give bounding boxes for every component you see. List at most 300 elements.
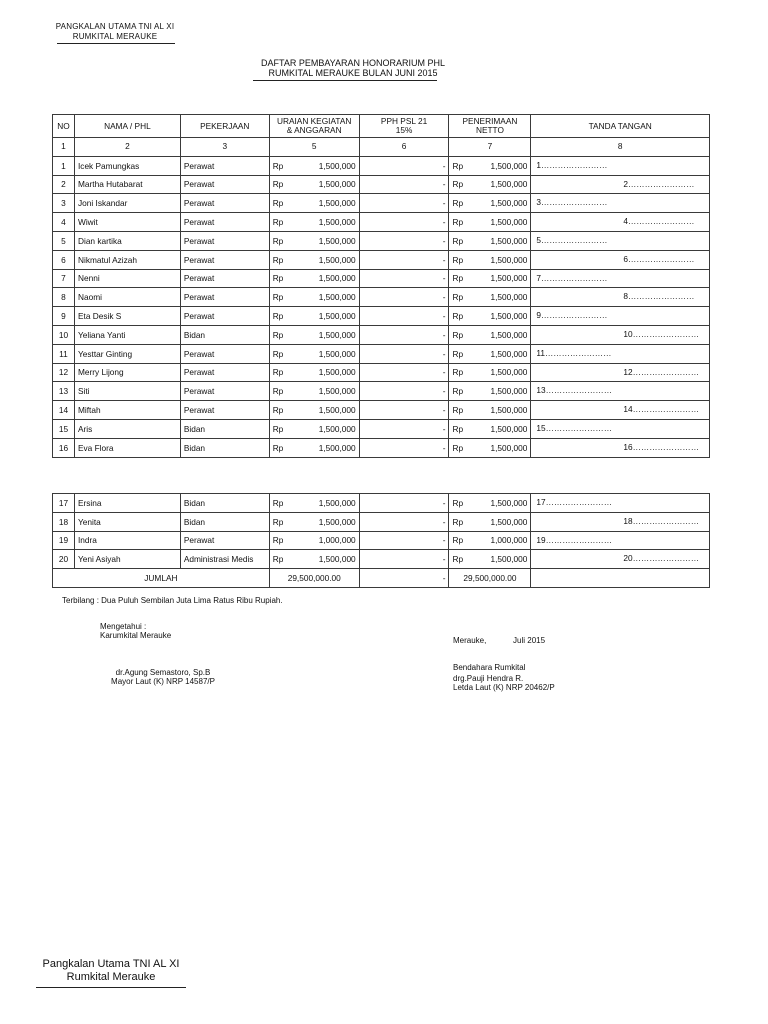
table-row — [53, 213, 710, 232]
row-pph: - — [359, 175, 449, 194]
row-nama: Yeni Asiyah — [74, 550, 180, 569]
row-nama: Wiwit — [74, 213, 180, 232]
row-signature-cell — [531, 344, 710, 363]
row-uraian — [269, 344, 359, 363]
row-netto — [449, 382, 531, 401]
signature-line: 11…………………… — [536, 347, 612, 358]
total-pph: - — [359, 569, 449, 588]
row-uraian — [269, 401, 359, 420]
row-uraian — [269, 288, 359, 307]
row-netto — [449, 494, 531, 513]
row-pekerjaan: Perawat — [180, 382, 269, 401]
row-uraian — [269, 269, 359, 288]
row-signature-cell — [531, 438, 710, 457]
row-pph: - — [359, 156, 449, 175]
total-row — [53, 569, 710, 588]
total-label: JUMLAH — [53, 569, 270, 588]
row-uraian — [269, 531, 359, 550]
table-row — [53, 419, 710, 438]
currency-label: Rp — [452, 367, 464, 378]
table-row — [53, 363, 710, 382]
table-row — [53, 231, 710, 250]
row-netto — [449, 213, 531, 232]
row-uraian-value: 1,500,000 — [318, 348, 356, 359]
row-no: 10 — [53, 325, 75, 344]
table-row — [53, 288, 710, 307]
col-no-header: NO — [53, 115, 75, 138]
currency-label: Rp — [452, 311, 464, 322]
row-pekerjaan: Administrasi Medis — [180, 550, 269, 569]
row-uraian-value: 1,500,000 — [318, 292, 356, 303]
row-nama: Siti — [74, 382, 180, 401]
row-nama: Eta Desik S — [74, 307, 180, 326]
row-signature-cell — [531, 307, 710, 326]
row-uraian — [269, 325, 359, 344]
currency-label: Rp — [272, 516, 284, 527]
row-netto-value: 1,500,000 — [490, 217, 528, 228]
col-uraian-header — [269, 115, 359, 138]
row-pph: - — [359, 231, 449, 250]
left-signature-block — [100, 622, 171, 640]
row-signature-cell — [531, 419, 710, 438]
row-uraian-value: 1,500,000 — [318, 405, 356, 416]
bottom-stamp — [36, 958, 186, 984]
row-pekerjaan: Bidan — [180, 438, 269, 457]
row-signature-cell — [531, 550, 710, 569]
row-uraian-value: 1,500,000 — [318, 442, 356, 453]
row-pekerjaan: Perawat — [180, 250, 269, 269]
total-netto: 29,500,000.00 — [449, 569, 531, 588]
signature-line: 2…………………… — [623, 178, 695, 189]
row-uraian-value: 1,500,000 — [318, 235, 356, 246]
col-uraian-line2: & ANGGARAN — [286, 125, 342, 135]
row-uraian — [269, 213, 359, 232]
row-uraian-value: 1,000,000 — [318, 535, 356, 546]
currency-label: Rp — [272, 292, 284, 303]
row-uraian-value: 1,500,000 — [318, 160, 356, 171]
currency-label: Rp — [452, 348, 464, 359]
row-no: 18 — [53, 512, 75, 531]
total-uraian: 29,500,000.00 — [269, 569, 359, 588]
table-row — [53, 512, 710, 531]
row-netto — [449, 438, 531, 457]
row-no: 14 — [53, 401, 75, 420]
currency-label: Rp — [452, 554, 464, 565]
row-pph: - — [359, 494, 449, 513]
row-nama: Indra — [74, 531, 180, 550]
signature-line: 18…………………… — [623, 515, 700, 526]
currency-label: Rp — [452, 198, 464, 209]
row-pekerjaan: Perawat — [180, 156, 269, 175]
table-row — [53, 401, 710, 420]
currency-label: Rp — [452, 254, 464, 265]
row-pph: - — [359, 438, 449, 457]
row-netto-value: 1,500,000 — [490, 497, 528, 508]
row-no: 5 — [53, 231, 75, 250]
currency-label: Rp — [452, 329, 464, 340]
row-pph: - — [359, 213, 449, 232]
row-signature-cell — [531, 231, 710, 250]
currency-label: Rp — [452, 179, 464, 190]
col-index-1: 1 — [53, 138, 75, 157]
signature-line: 7…………………… — [536, 272, 608, 283]
signature-line: 15…………………… — [536, 422, 612, 433]
currency-label: Rp — [452, 386, 464, 397]
terbilang-text: Terbilang : Dua Puluh Sembilan Juta Lima Ratus Ribu Rupiah. — [62, 596, 283, 605]
row-uraian-value: 1,500,000 — [318, 311, 356, 322]
signature-line: 17…………………… — [536, 497, 613, 507]
row-pekerjaan: Perawat — [180, 401, 269, 420]
col-nama-header: NAMA / PHL — [74, 115, 180, 138]
signature-line: 5…………………… — [536, 234, 608, 245]
row-netto-value: 1,500,000 — [490, 273, 528, 284]
left-signatory-name: dr.Agung Semastoro, Sp.B — [115, 668, 211, 677]
col-index-5: 5 — [269, 138, 359, 157]
row-pph: - — [359, 382, 449, 401]
row-uraian-value: 1,500,000 — [318, 516, 356, 527]
row-uraian — [269, 363, 359, 382]
row-netto-value: 1,500,000 — [490, 423, 528, 434]
row-signature-cell — [531, 175, 710, 194]
row-uraian-value: 1,500,000 — [318, 254, 356, 265]
row-nama: Yenita — [74, 512, 180, 531]
signature-line: 9…………………… — [536, 310, 608, 321]
right-signature-block — [453, 618, 545, 681]
signature-line: 14…………………… — [623, 404, 699, 415]
row-netto — [449, 250, 531, 269]
currency-label: Rp — [272, 405, 284, 416]
signature-line: 6…………………… — [623, 253, 695, 264]
table-row — [53, 344, 710, 363]
title-line-2: RUMKITAL MERAUKE BULAN JUNI 2015 — [268, 68, 438, 78]
row-netto — [449, 363, 531, 382]
row-netto-value: 1,500,000 — [490, 292, 528, 303]
row-uraian — [269, 438, 359, 457]
row-nama: Icek Pamungkas — [74, 156, 180, 175]
row-netto-value: 1,500,000 — [490, 254, 528, 265]
table-row — [53, 156, 710, 175]
row-netto — [449, 401, 531, 420]
row-signature-cell — [531, 325, 710, 344]
currency-label: Rp — [272, 273, 284, 284]
row-pph: - — [359, 550, 449, 569]
stamp-underline — [36, 987, 186, 988]
col-pph-line2: 15% — [395, 125, 413, 135]
row-pph: - — [359, 401, 449, 420]
row-uraian-value: 1,500,000 — [318, 386, 356, 397]
row-uraian-value: 1,500,000 — [318, 198, 356, 209]
total-signature-cell — [531, 569, 710, 588]
header-line-1: PANGKALAN UTAMA TNI AL XI — [55, 22, 175, 31]
col-uraian-line1: URAIAN KEGIATAN — [276, 116, 352, 126]
col-index-6: 6 — [359, 138, 449, 157]
signature-line: 8…………………… — [623, 291, 695, 302]
row-signature-cell — [531, 288, 710, 307]
row-uraian-value: 1,500,000 — [318, 179, 356, 190]
right-signatory — [453, 674, 555, 692]
row-netto-value: 1,500,000 — [490, 516, 528, 527]
table-row — [53, 307, 710, 326]
row-nama: Dian kartika — [74, 231, 180, 250]
row-nama: Eva Flora — [74, 438, 180, 457]
table-row — [53, 438, 710, 457]
row-nama: Yesttar Ginting — [74, 344, 180, 363]
row-no: 17 — [53, 494, 75, 513]
left-signatory-rank: Mayor Laut (K) NRP 14587/P — [111, 677, 215, 686]
row-no: 11 — [53, 344, 75, 363]
row-netto-value: 1,500,000 — [490, 160, 528, 171]
row-pekerjaan: Perawat — [180, 307, 269, 326]
row-pph: - — [359, 269, 449, 288]
payment-table-1 — [52, 114, 710, 458]
signature-line: 1…………………… — [536, 159, 608, 170]
currency-label: Rp — [452, 405, 464, 416]
currency-label: Rp — [452, 423, 464, 434]
row-pekerjaan: Perawat — [180, 363, 269, 382]
col-index-8: 8 — [531, 138, 710, 157]
left-signatory — [104, 668, 222, 686]
row-netto-value: 1,500,000 — [490, 405, 528, 416]
row-netto — [449, 550, 531, 569]
row-pph: - — [359, 419, 449, 438]
col-pph-line1: PPH PSL 21 — [380, 116, 428, 126]
row-uraian — [269, 494, 359, 513]
currency-label: Rp — [272, 179, 284, 190]
signature-line: 12…………………… — [623, 366, 699, 377]
row-no: 13 — [53, 382, 75, 401]
row-netto — [449, 531, 531, 550]
row-pph: - — [359, 512, 449, 531]
row-pekerjaan: Bidan — [180, 419, 269, 438]
row-netto — [449, 288, 531, 307]
currency-label: Rp — [272, 423, 284, 434]
row-netto-value: 1,000,000 — [490, 535, 528, 546]
title-line-1: DAFTAR PEMBAYARAN HONORARIUM PHL — [260, 58, 446, 68]
row-no: 20 — [53, 550, 75, 569]
table-row — [53, 175, 710, 194]
row-pph: - — [359, 531, 449, 550]
row-nama: Ersina — [74, 494, 180, 513]
row-pekerjaan: Bidan — [180, 494, 269, 513]
signature-line: 20…………………… — [623, 553, 700, 564]
row-pekerjaan: Perawat — [180, 344, 269, 363]
row-pph: - — [359, 344, 449, 363]
document-title — [200, 58, 506, 78]
col-index-2: 2 — [74, 138, 180, 157]
currency-label: Rp — [452, 535, 464, 546]
row-signature-cell — [531, 512, 710, 531]
left-block-line2: Karumkital Merauke — [100, 631, 172, 640]
row-signature-cell — [531, 250, 710, 269]
row-uraian-value: 1,500,000 — [318, 329, 356, 340]
row-netto — [449, 419, 531, 438]
currency-label: Rp — [272, 329, 284, 340]
table-row — [53, 531, 710, 550]
col-pekerjaan-header: PEKERJAAN — [180, 115, 269, 138]
title-underline — [253, 80, 437, 81]
row-pekerjaan: Perawat — [180, 531, 269, 550]
row-uraian — [269, 419, 359, 438]
row-netto — [449, 307, 531, 326]
currency-label: Rp — [272, 311, 284, 322]
row-nama: Miftah — [74, 401, 180, 420]
currency-label: Rp — [452, 235, 464, 246]
row-pekerjaan: Perawat — [180, 288, 269, 307]
right-signatory-rank: Letda Laut (K) NRP 20462/P — [453, 683, 555, 692]
row-pph: - — [359, 363, 449, 382]
row-netto-value: 1,500,000 — [490, 348, 528, 359]
row-nama: Merry Lijong — [74, 363, 180, 382]
currency-label: Rp — [272, 554, 284, 565]
currency-label: Rp — [272, 198, 284, 209]
row-uraian — [269, 512, 359, 531]
currency-label: Rp — [452, 160, 464, 171]
row-nama: Martha Hutabarat — [74, 175, 180, 194]
row-uraian-value: 1,500,000 — [318, 273, 356, 284]
currency-label: Rp — [272, 235, 284, 246]
currency-label: Rp — [452, 273, 464, 284]
row-no: 2 — [53, 175, 75, 194]
currency-label: Rp — [272, 254, 284, 265]
row-no: 8 — [53, 288, 75, 307]
row-signature-cell — [531, 531, 710, 550]
row-netto — [449, 512, 531, 531]
row-uraian — [269, 250, 359, 269]
table-row — [53, 250, 710, 269]
row-nama: Naomi — [74, 288, 180, 307]
currency-label: Rp — [452, 516, 464, 527]
currency-label: Rp — [452, 497, 464, 508]
row-pph: - — [359, 325, 449, 344]
currency-label: Rp — [272, 497, 284, 508]
header-line-2: RUMKITAL MERAUKE — [72, 32, 158, 41]
row-signature-cell — [531, 269, 710, 288]
row-nama: Yeliana Yanti — [74, 325, 180, 344]
row-netto — [449, 344, 531, 363]
row-pph: - — [359, 250, 449, 269]
row-no: 16 — [53, 438, 75, 457]
row-pekerjaan: Perawat — [180, 175, 269, 194]
table-row — [53, 550, 710, 569]
row-pekerjaan: Bidan — [180, 512, 269, 531]
table-row — [53, 325, 710, 344]
right-signatory-name: drg.Pauji Hendra R. — [453, 674, 524, 683]
row-uraian — [269, 307, 359, 326]
col-netto-line2: NETTO — [475, 125, 504, 135]
row-no: 9 — [53, 307, 75, 326]
signature-line: 10…………………… — [623, 328, 699, 339]
currency-label: Rp — [452, 442, 464, 453]
row-netto-value: 1,500,000 — [490, 554, 528, 565]
row-nama: Nikmatul Azizah — [74, 250, 180, 269]
col-netto-line1: PENERIMAAN — [462, 116, 518, 126]
row-uraian — [269, 382, 359, 401]
row-signature-cell — [531, 363, 710, 382]
row-no: 6 — [53, 250, 75, 269]
row-netto-value: 1,500,000 — [490, 329, 528, 340]
row-signature-cell — [531, 382, 710, 401]
payment-table-2 — [52, 493, 710, 588]
row-no: 3 — [53, 194, 75, 213]
col-ttd-header: TANDA TANGAN — [531, 115, 710, 138]
row-uraian-value: 1,500,000 — [318, 367, 356, 378]
row-pph: - — [359, 307, 449, 326]
row-signature-cell — [531, 494, 710, 513]
col-index-7: 7 — [449, 138, 531, 157]
currency-label: Rp — [272, 160, 284, 171]
row-pph: - — [359, 288, 449, 307]
row-no: 19 — [53, 531, 75, 550]
row-netto-value: 1,500,000 — [490, 235, 528, 246]
left-block-line1: Mengetahui : — [100, 622, 147, 631]
col-index-3: 3 — [180, 138, 269, 157]
currency-label: Rp — [272, 386, 284, 397]
table-row — [53, 494, 710, 513]
signature-line: 19…………………… — [536, 534, 613, 545]
row-signature-cell — [531, 213, 710, 232]
row-pph: - — [359, 194, 449, 213]
row-uraian-value: 1,500,000 — [318, 554, 356, 565]
right-block-line2: Bendahara Rumkital — [453, 663, 526, 672]
row-uraian — [269, 194, 359, 213]
col-pph-header — [359, 115, 449, 138]
row-nama: Joni Iskandar — [74, 194, 180, 213]
row-no: 4 — [53, 213, 75, 232]
row-netto-value: 1,500,000 — [490, 179, 528, 190]
row-no: 12 — [53, 363, 75, 382]
row-netto-value: 1,500,000 — [490, 198, 528, 209]
row-netto-value: 1,500,000 — [490, 386, 528, 397]
currency-label: Rp — [272, 535, 284, 546]
row-uraian-value: 1,500,000 — [318, 217, 356, 228]
stamp-line-1: Pangkalan Utama TNI AL XI — [42, 958, 180, 970]
header-underline — [57, 43, 175, 44]
row-netto — [449, 175, 531, 194]
currency-label: Rp — [452, 217, 464, 228]
row-netto — [449, 156, 531, 175]
row-no: 7 — [53, 269, 75, 288]
row-pekerjaan: Perawat — [180, 194, 269, 213]
right-block-line1: Merauke, Juli 2015 — [453, 636, 546, 645]
row-netto-value: 1,500,000 — [490, 442, 528, 453]
row-nama: Nenni — [74, 269, 180, 288]
currency-label: Rp — [272, 367, 284, 378]
row-signature-cell — [531, 401, 710, 420]
row-netto-value: 1,500,000 — [490, 311, 528, 322]
row-uraian — [269, 175, 359, 194]
row-uraian-value: 1,500,000 — [318, 423, 356, 434]
currency-label: Rp — [452, 292, 464, 303]
row-netto — [449, 269, 531, 288]
signature-line: 16…………………… — [623, 441, 699, 452]
table-row — [53, 382, 710, 401]
row-signature-cell — [531, 194, 710, 213]
row-netto — [449, 325, 531, 344]
row-no: 1 — [53, 156, 75, 175]
table-row — [53, 194, 710, 213]
table-row — [53, 269, 710, 288]
signature-line: 13…………………… — [536, 385, 612, 396]
row-uraian-value: 1,500,000 — [318, 497, 356, 508]
col-netto-header — [449, 115, 531, 138]
currency-label: Rp — [272, 442, 284, 453]
row-netto-value: 1,500,000 — [490, 367, 528, 378]
institution-header — [45, 22, 185, 42]
row-pekerjaan: Perawat — [180, 269, 269, 288]
signature-line: 4…………………… — [623, 216, 695, 227]
row-uraian — [269, 231, 359, 250]
currency-label: Rp — [272, 217, 284, 228]
